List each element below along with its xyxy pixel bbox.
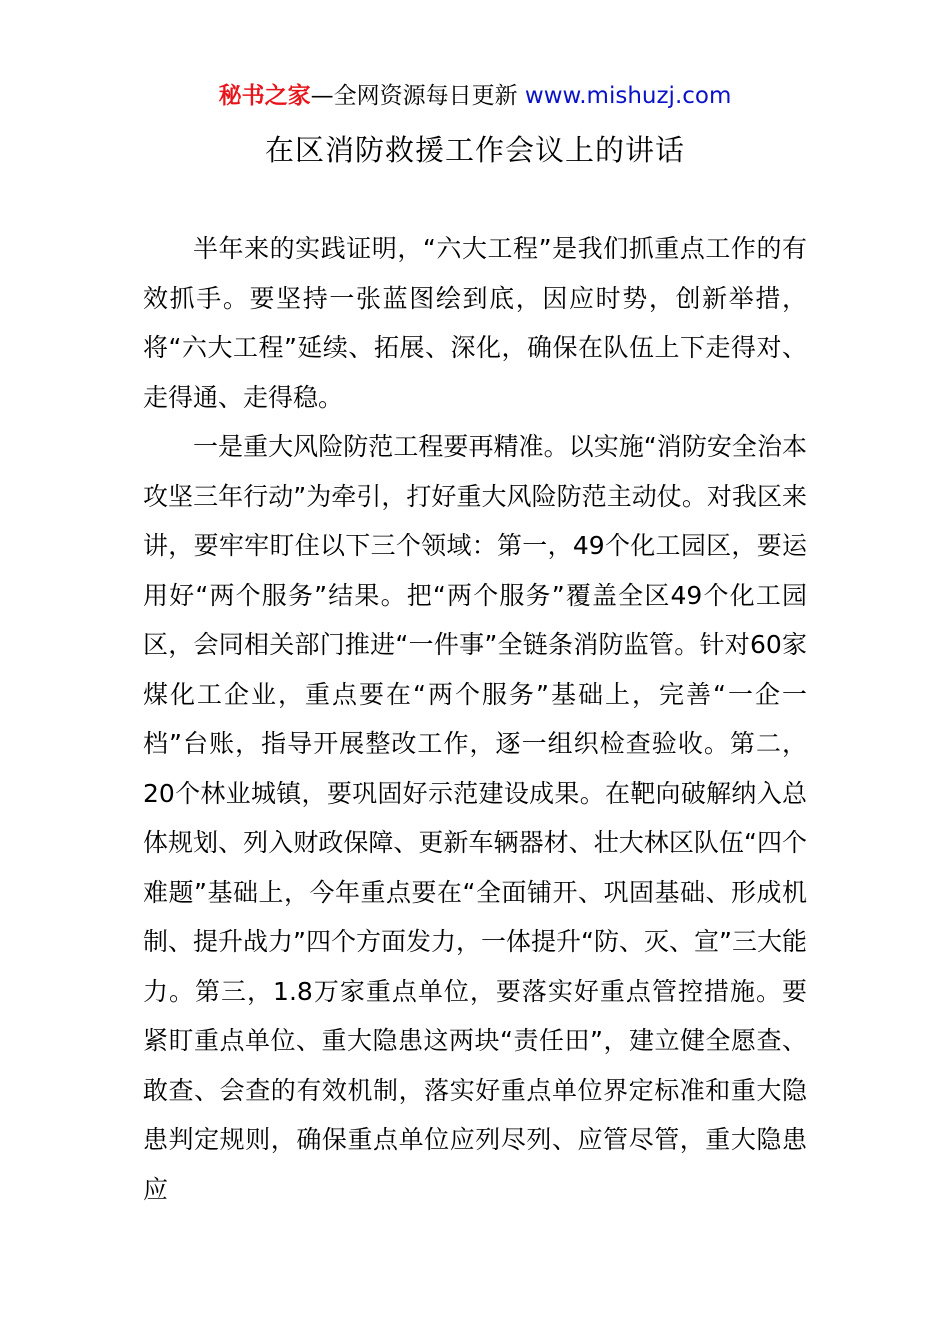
- brand-name: 秘书之家: [218, 83, 311, 109]
- site-header: [0, 80, 950, 112]
- site-url-link[interactable]: www.mishuzj.com: [524, 83, 732, 109]
- document-body: [143, 224, 807, 1214]
- document-title: 在区消防救援工作会议上的讲话: [264, 133, 685, 167]
- site-tagline: —全网资源每日更新: [310, 83, 525, 109]
- paragraph: 半年来的实践证明，“六大工程”是我们抓重点工作的有效抓手。要坚持一张蓝图绘到底，因应时势，创新举措，将“六大工程”延续、拓展、深化，确保在队伍上下走得对、走得通、走得稳。: [143, 234, 807, 412]
- paragraph: 一是重大风险防范工程要再精准。以实施“消防安全治本攻坚三年行动”为牵引，打好重大风险防范主动仗。对我区来讲，要牢牢盯住以下三个领域：第一，49个化工园区，要运用好“两个服务”结果。把“两个服务”覆盖全区49个化工园区，会同相关部门推进“一件事”全链条消防监管。针对60家煤化工企业，重点要在“两个服务”基础上，完善“一企一档”台账，指导开展整改工作，逐一组织检查验收。第二，20个林业城镇，要巩固好示范建设成果。在靶向破解纳入总体规划、列入财政保障、更新车辆器材、壮大林区队伍“四个难题”基础上，今年重点要在“全面铺开、巩固基础、形成机制、提升战力”四个方面发力，一体提升“防、灭、宣”三大能力。第三，1.8万家重点单位，要落实好重点管控措施。要紧盯重点单位、重大隐患这两块“责任田”，建立健全愿查、敢查、会查的有效机制，落实好重点单位界定标准和重大隐患判定规则，确保重点单位应列尽列、应管尽管，重大隐患应: [143, 432, 807, 1204]
